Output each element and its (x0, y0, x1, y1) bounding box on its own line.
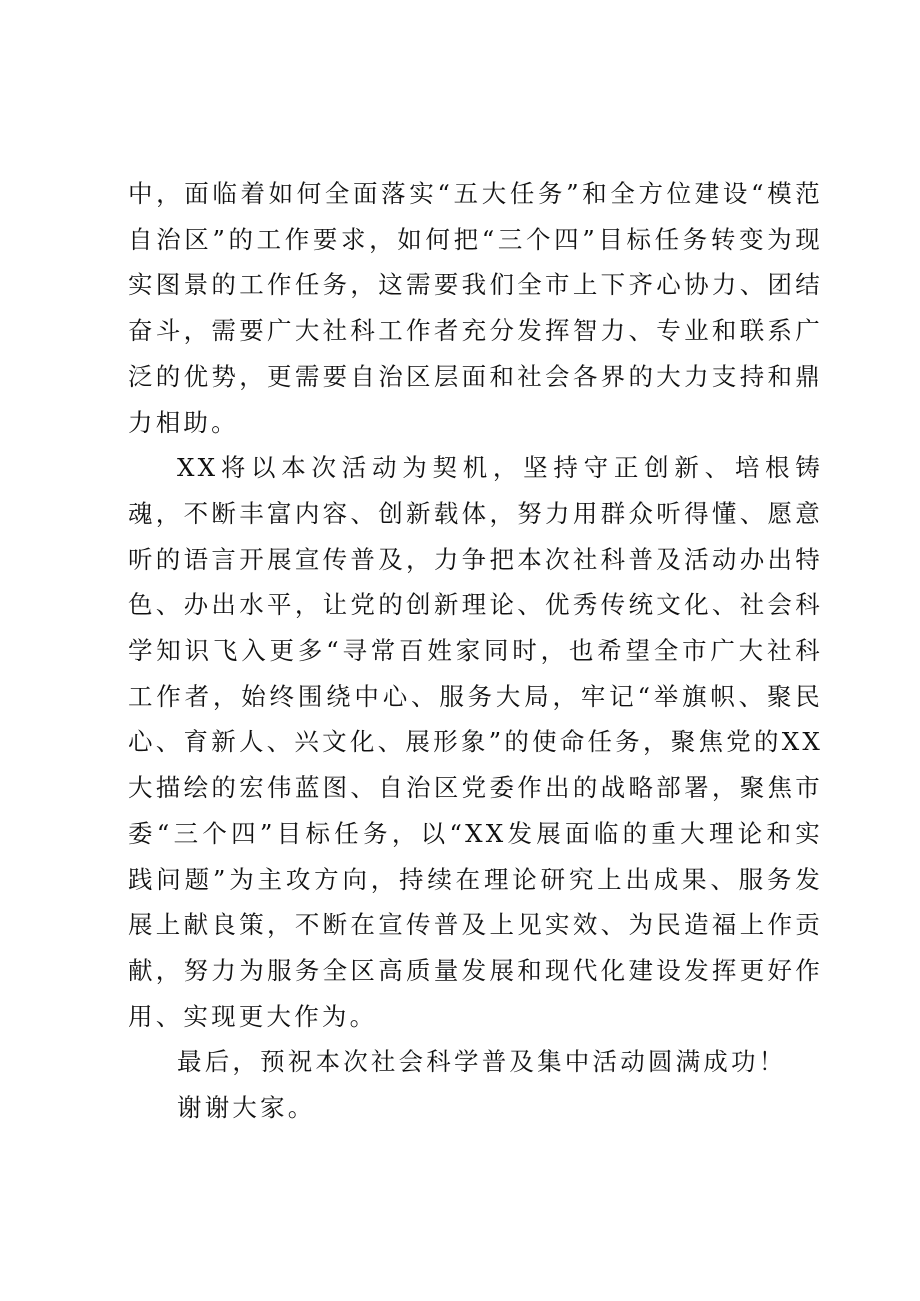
paragraph-continuation: 中，面临着如何全面落实“五大任务”和全方位建设“模范自治区”的工作要求，如何把“三个四”目标任务转变为现实图景的工作任务，这需要我们全市上下齐心协力、团结奋斗，需要广大社科工作者充分发挥智力、专业和联系广泛的优势，更需要自治区层面和社会各界的大力支持和鼎力相助。 (128, 179, 823, 437)
speech-body (128, 171, 823, 1131)
paragraph-closing-wish: 最后，预祝本次社会科学普及集中活动圆满成功！ (177, 1047, 787, 1077)
paragraph-thanks: 谢谢大家。 (177, 1093, 316, 1123)
paragraph-commitment: XX将以本次活动为契机，坚持守正创新、培根铸魂，不断丰富内容、创新载体，努力用群众听得懂、愿意听的语言开展宣传普及，力争把本次社科普及活动办出特色、办出水平，让党的创新理论、优秀传统文化、社会科学知识飞入更多“寻常百姓家同时，也希望全市广大社科工作者，始终围绕中心、服务大局，牢记“举旗帜、聚民心、育新人、兴文化、展形象”的使命任务，聚焦党的XX大描绘的宏伟蓝图、自治区党委作出的战略部署，聚焦市委“三个四”目标任务，以“XX发展面临的重大理论和实践问题”为主攻方向，持续在理论研究上出成果、服务发展上献良策，不断在宣传普及上见实效、为民造福上作贡献，努力为服务全区高质量发展和现代化建设发挥更好作用、实现更大作为。 (128, 453, 823, 1031)
